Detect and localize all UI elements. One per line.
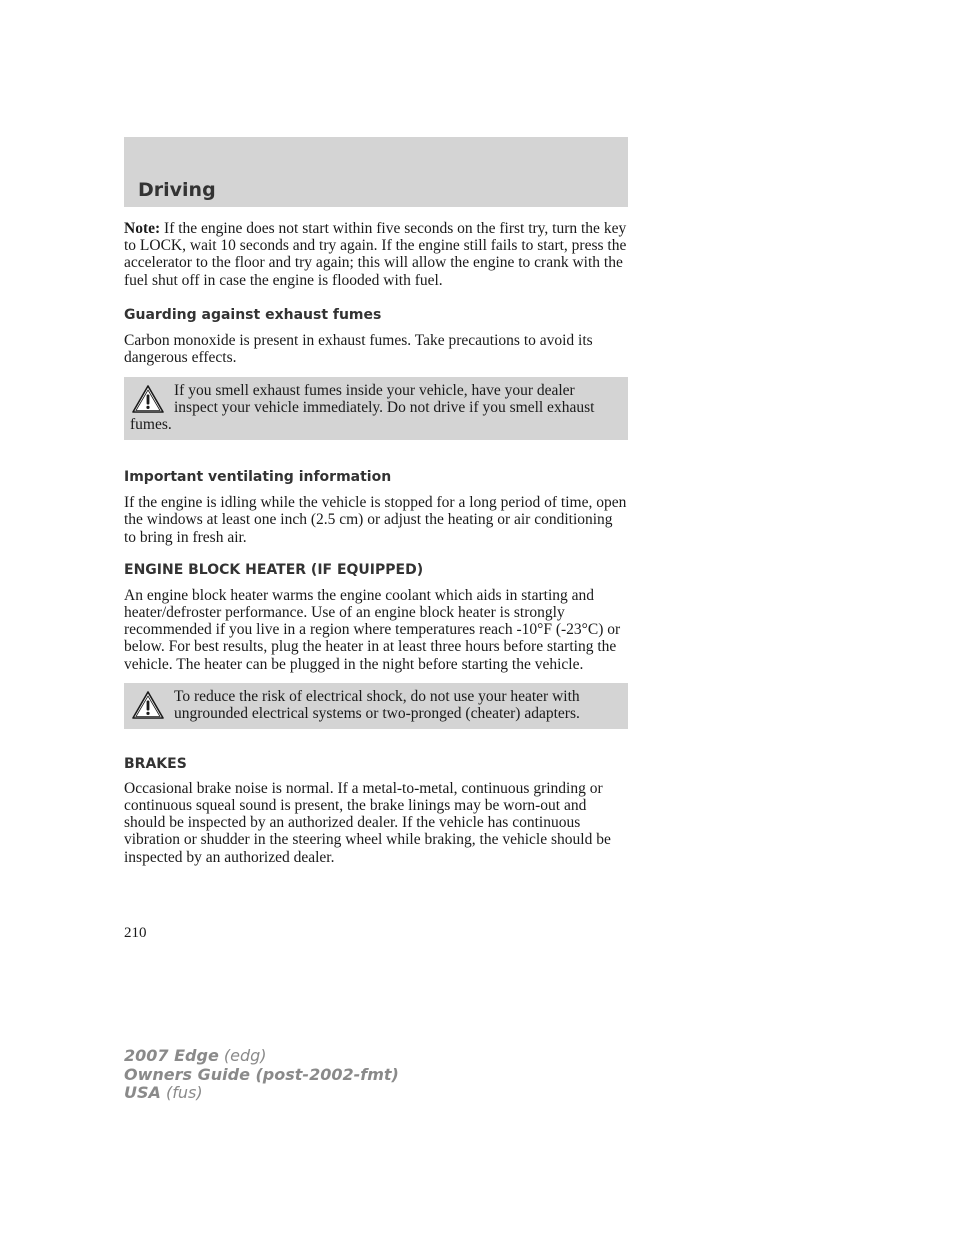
block-heater-warning-text: To reduce the risk of electrical shock, do not use your heater with ungrounded electrical systems or two-pronged (cheater) adapters. xyxy=(174,687,580,722)
note-label: Note: xyxy=(124,220,161,237)
exhaust-body: Carbon monoxide is present in exhaust fumes. Take precautions to avoid its dangerous effects. xyxy=(124,331,593,367)
footer-model-code: (edg) xyxy=(218,1046,267,1065)
exhaust-warning-box xyxy=(124,377,628,440)
footer-model-name: 2007 Edge xyxy=(124,1046,219,1065)
warning-triangle-icon xyxy=(131,690,165,720)
document-footer xyxy=(124,1047,399,1103)
ventilating-heading: Important ventilating information xyxy=(124,469,392,486)
section-header-band xyxy=(124,137,628,207)
exhaust-warning-text: If you smell exhaust fumes inside your vehicle, have your dealer inspect your vehicle immediately. Do not drive if you smell exhaust fumes. xyxy=(130,382,595,434)
section-title: Driving xyxy=(138,179,216,201)
footer-line-guide xyxy=(124,1066,399,1085)
block-heater-warning-box xyxy=(124,683,628,729)
block-heater-heading: ENGINE BLOCK HEATER (IF EQUIPPED) xyxy=(124,561,424,578)
block-heater-body: An engine block heater warms the engine coolant which aids in starting and heater/defroster performance. Use of an engine block heater is strongly recommended if you live in a region where temperatures reach -10°F (-23°C) or below. For best results, plug the heater in at least three hours before starting the vehicle. The heater can be plugged in the night before starting the vehicle. xyxy=(124,586,621,673)
brakes-heading: BRAKES xyxy=(124,755,187,772)
page-content xyxy=(124,220,628,866)
ventilating-body: If the engine is idling while the vehicle is stopped for a long period of time, open the windows at least one inch (2.5 cm) or adjust the heating or air conditioning to bring in fresh air. xyxy=(124,494,627,546)
footer-market-code: (fus) xyxy=(160,1083,203,1102)
note-text: If the engine does not start within five seconds on the first try, turn the key to LOCK, wait 10 seconds and try again. If the engine still fails to start, press the accelerator to the floor and try again; this will allow the engine to crank with the fuel shut off in case the engine is flooded with fuel. xyxy=(124,220,627,289)
footer-market-name: USA xyxy=(124,1083,161,1102)
footer-guide-name: Owners Guide (post-2002-fmt) xyxy=(124,1064,399,1084)
warning-triangle-icon xyxy=(131,384,165,414)
exhaust-heading: Guarding against exhaust fumes xyxy=(124,306,382,323)
note-paragraph xyxy=(124,220,628,289)
footer-line-model xyxy=(124,1047,399,1066)
footer-line-market xyxy=(124,1084,399,1103)
page-number: 210 xyxy=(124,925,147,941)
brakes-body: Occasional brake noise is normal. If a metal-to-metal, continuous grinding or continuous squeal sound is present, the brake linings may be worn-out and should be inspected by an authorized dealer. If the vehicle has continuous vibration or shudder in the steering wheel while braking, the vehicle should be inspected by an authorized dealer. xyxy=(124,779,611,866)
